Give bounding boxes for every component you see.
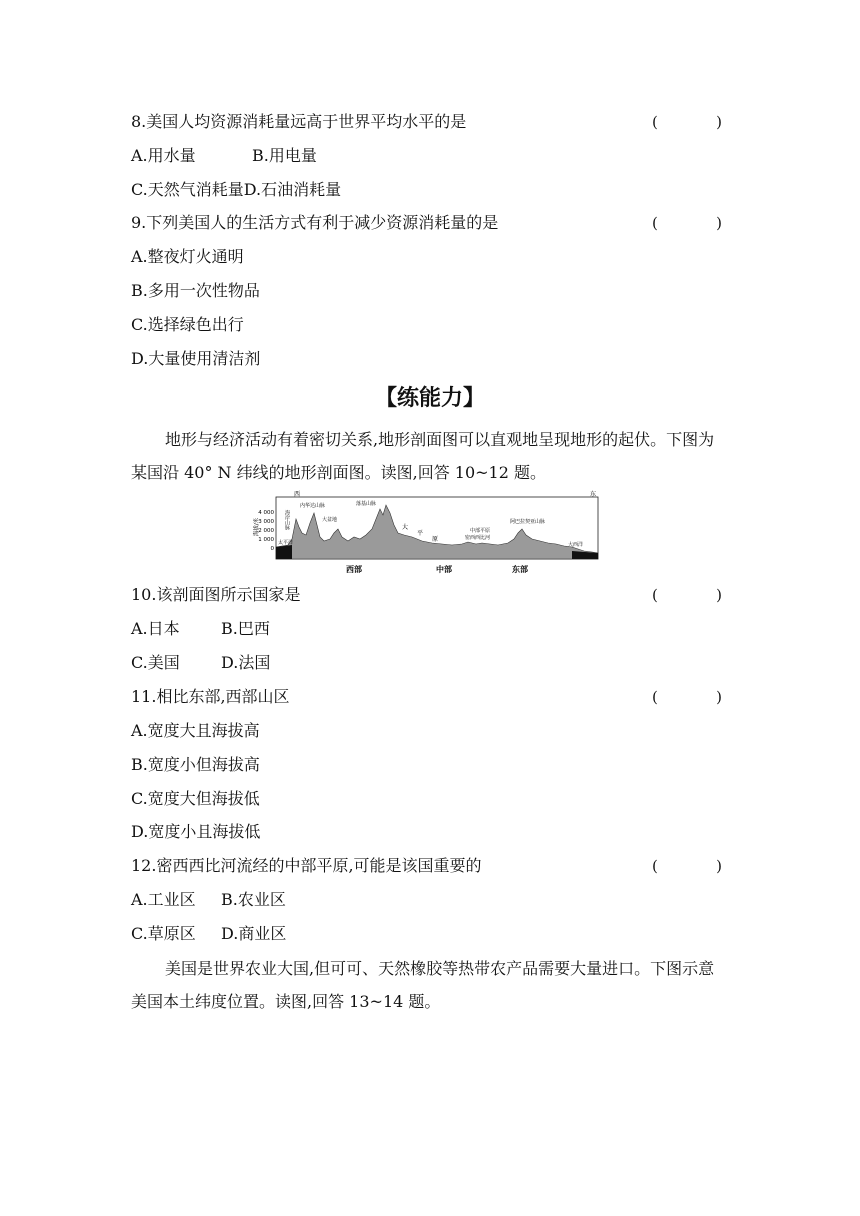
q10-options-cd	[131, 653, 271, 673]
coast-range-label: 海岸山脉	[284, 510, 290, 530]
paren-close: )	[716, 113, 722, 131]
q10-options-ab	[131, 619, 270, 639]
atlantic-label: 大西洋	[568, 542, 584, 548]
q9-option-b: B.多用一次性物品	[131, 281, 260, 300]
q8-option-cd: C.天然气消耗量D.石油消耗量	[131, 180, 342, 199]
q12-option-d: D.商业区	[221, 924, 287, 943]
q8-stem: 8.美国人均资源消耗量远高于世界平均水平的是	[131, 112, 467, 131]
great-basin-label: 大盆地	[322, 517, 338, 523]
paren-close: )	[716, 688, 722, 706]
q12-options-cd	[131, 924, 287, 944]
paren-open: (	[652, 688, 658, 706]
great-plains-label-1: 大	[402, 524, 409, 531]
paren-close: )	[716, 586, 722, 604]
q8-options-ab	[131, 146, 317, 166]
q11-option-a: A.宽度大且海拔高	[131, 721, 260, 740]
paren-open: (	[652, 214, 658, 232]
pacific-ocean-fill	[276, 545, 292, 559]
paren-open: (	[652, 857, 658, 875]
q9-option-c: C.选择绿色出行	[131, 315, 244, 334]
q9-option-d: D.大量使用清洁剂	[131, 349, 261, 368]
great-plains-label-3: 原	[432, 536, 439, 543]
q11-stem: 11.相比东部,西部山区	[131, 687, 290, 706]
q11-option-b: B.宽度小但海拔高	[131, 755, 260, 774]
q10-option-b: B.巴西	[221, 619, 270, 638]
q12-stem: 12.密西西比河流经的中部平原,可能是该国重要的	[131, 856, 482, 875]
altitude-axis	[252, 510, 275, 552]
region-east-label: 东部	[512, 565, 528, 574]
terrain-profile-figure	[252, 489, 600, 577]
intro-paragraph-2: 美国是世界农业大国,但可可、天然橡胶等热带农产品需要大量进口。下图示意美国本土纬度位置。读图,回答 13~14 题。	[131, 959, 715, 1011]
great-plains-label-2: 平	[417, 530, 424, 537]
q12-options-ab	[131, 890, 286, 910]
q10-option-c: C.美国	[131, 653, 180, 672]
central-plain-label: 中部平原	[470, 528, 491, 534]
paren-close: )	[716, 214, 722, 232]
q8-option-a: A.用水量	[131, 146, 196, 165]
intro-paragraph-1: 地形与经济活动有着密切关系,地形剖面图可以直观地呈现地形的起伏。下图为某国沿 40° N 纬线的地形剖面图。读图,回答 10~12 题。	[131, 430, 715, 482]
appalachian-label: 阿巴拉契亚山脉	[510, 519, 546, 525]
region-west-label: 西部	[346, 565, 362, 574]
tick-label: 0	[270, 546, 274, 552]
paren-open: (	[652, 586, 658, 604]
q11-option-d: D.宽度小且海拔低	[131, 822, 261, 841]
q12-option-c: C.草原区	[131, 924, 196, 943]
tick-label: 3 000	[258, 519, 274, 525]
sierra-nevada-label: 内华达山脉	[300, 503, 326, 509]
q9-stem: 9.下列美国人的生活方式有利于减少资源消耗量的是	[131, 213, 499, 232]
q9-option-a: A.整夜灯火通明	[131, 247, 244, 266]
paren-close: )	[716, 857, 722, 875]
q11-option-c: C.宽度大但海拔低	[131, 789, 260, 808]
section-heading: 【练能力】	[374, 386, 485, 411]
paren-open: (	[652, 113, 658, 131]
region-central-label: 中部	[436, 565, 452, 574]
q12-option-a: A.工业区	[131, 890, 196, 909]
q12-option-b: B.农业区	[221, 890, 286, 909]
tick-label: 1 000	[258, 537, 274, 543]
east-label: 东	[590, 491, 597, 498]
q10-option-d: D.法国	[221, 653, 271, 672]
west-label: 西	[294, 491, 301, 498]
q8-option-b: B.用电量	[252, 146, 317, 165]
q10-option-a: A.日本	[131, 619, 180, 638]
q10-stem: 10.该剖面图所示国家是	[131, 585, 301, 604]
tick-label: 4 000	[258, 510, 274, 516]
pacific-label: 太平洋	[278, 540, 294, 546]
mississippi-label: 密西西比河	[465, 535, 491, 541]
rocky-mountains-label: 落基山脉	[356, 501, 377, 507]
axis-label: 海拔/米	[254, 517, 260, 537]
tick-label: 2 000	[258, 528, 274, 534]
